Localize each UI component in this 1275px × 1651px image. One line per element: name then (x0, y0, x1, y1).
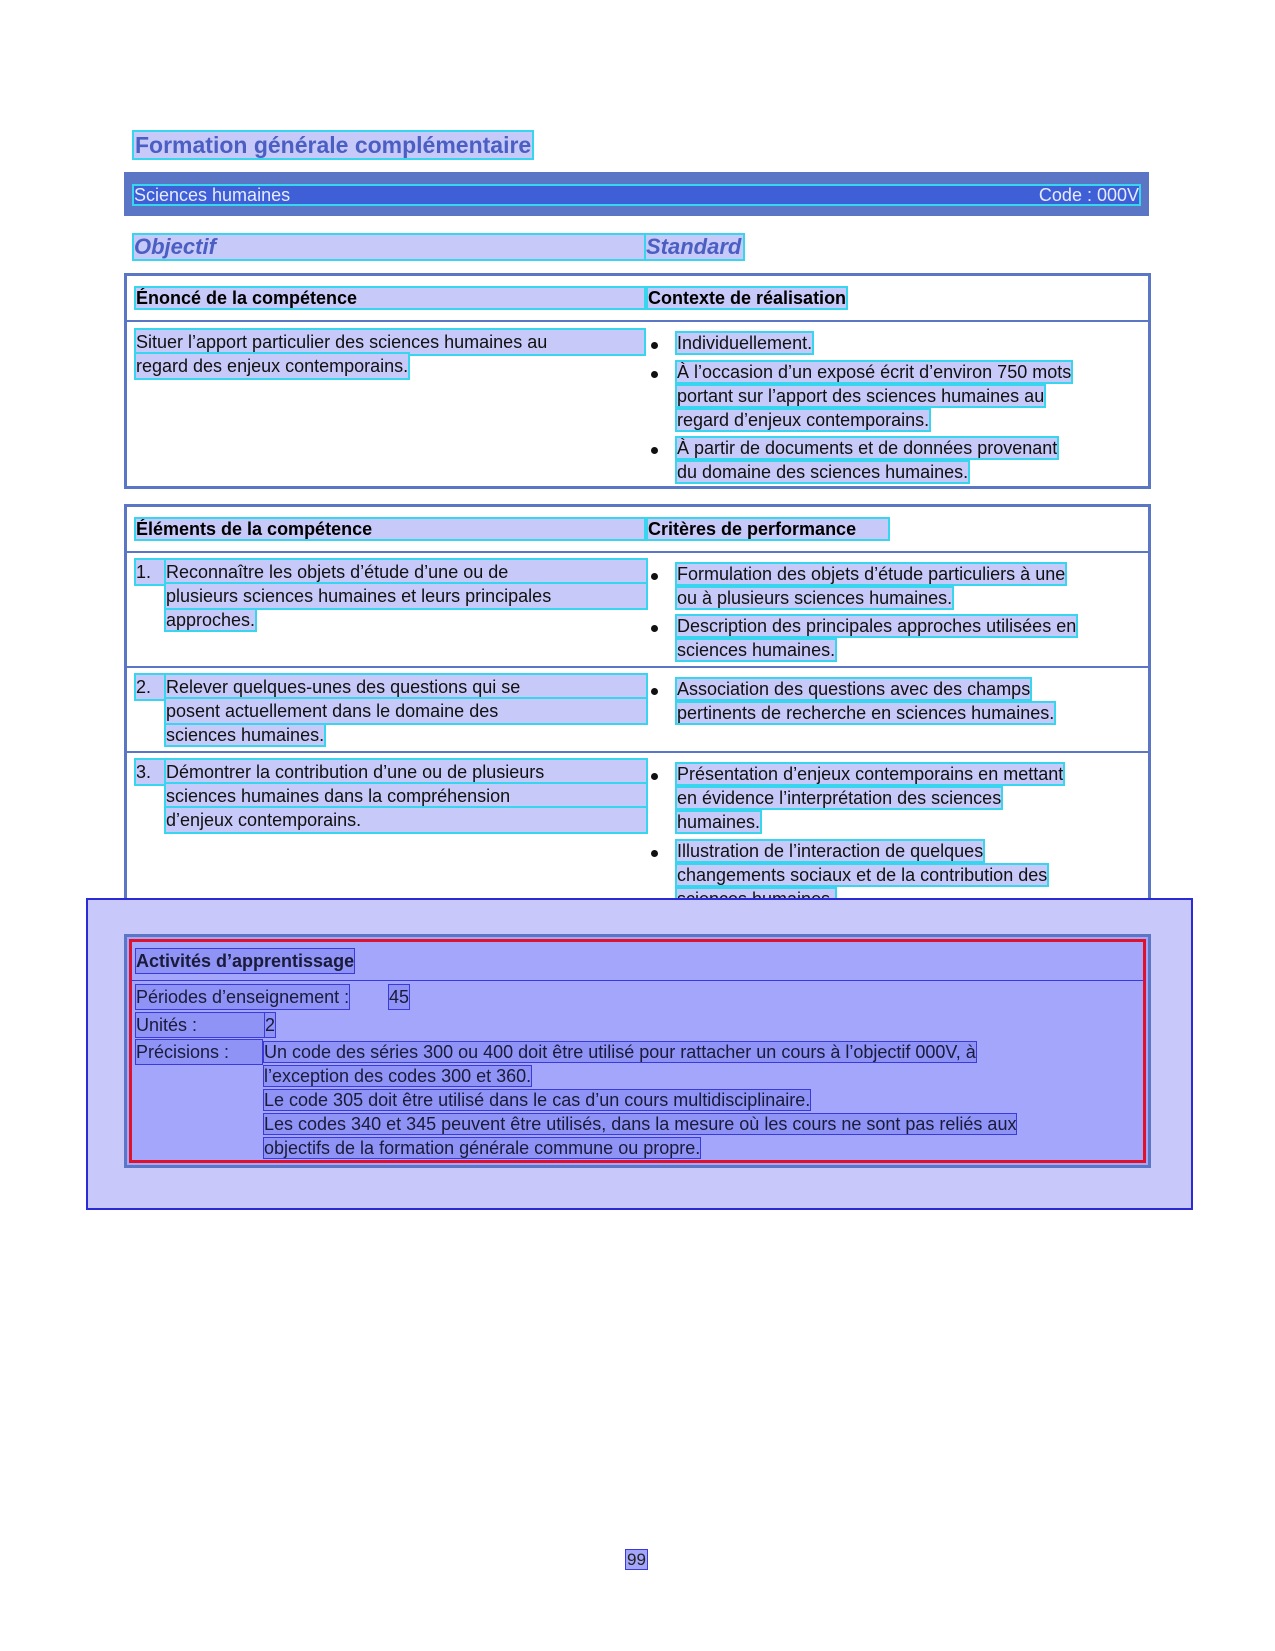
units-label: Unités : (136, 1013, 264, 1037)
competence-statement (136, 330, 644, 378)
criterion-line: humaines. (677, 812, 761, 832)
page-number (124, 1550, 1149, 1570)
criterion-item (677, 614, 1076, 662)
context-line: regard d’enjeux contemporains. (677, 410, 930, 430)
element-line: Démontrer la contribution d’une ou de plusieurs (166, 760, 646, 784)
bullet-icon (651, 688, 658, 695)
element-line: Relever quelques-unes des questions qui se (166, 675, 646, 699)
elements-table (124, 504, 1151, 922)
precisions-label: Précisions : (136, 1040, 262, 1064)
context-item (677, 360, 1071, 432)
element-number: 2. (136, 675, 164, 699)
bullet-icon (651, 342, 658, 349)
standard-heading: Standard (646, 234, 742, 259)
criterion-line: Description des principales approches utilisées en (677, 616, 1077, 636)
statement-header: Énoncé de la compétence (136, 288, 644, 308)
competence-header-row (127, 276, 1148, 320)
criterion-line: pertinents de recherche en sciences humaines. (677, 703, 1055, 723)
bullet-icon (651, 773, 658, 780)
element-line: approches. (166, 610, 256, 630)
precision-line: objectifs de la formation générale commune ou propre. (264, 1138, 701, 1158)
element-line: Reconnaître les objets d’étude d’une ou de (166, 560, 646, 584)
context-line: portant sur l’apport des sciences humaines au (677, 386, 1045, 406)
criterion-line: Présentation d’enjeux contemporains en mettant (677, 764, 1064, 784)
units-value: 2 (265, 1015, 276, 1035)
document-title: Formation générale complémentaire (135, 132, 532, 158)
bullet-icon (651, 371, 658, 378)
context-item (677, 436, 1057, 484)
statement-line: regard des enjeux contemporains. (136, 356, 409, 376)
element-line: sciences humaines. (166, 725, 325, 745)
bullet-icon (651, 573, 658, 580)
element-text (166, 560, 646, 632)
element-line: posent actuellement dans le domaine des (166, 699, 646, 723)
context-line: du domaine des sciences humaines. (677, 462, 969, 482)
precisions-text (264, 1040, 1124, 1160)
activities-table (124, 934, 1151, 1168)
element-text (166, 760, 646, 832)
element-number: 1. (136, 560, 164, 584)
precision-line: Les codes 340 et 345 peuvent être utilisés, dans la mesure où les cours ne sont pas reliés aux (264, 1114, 1017, 1134)
criterion-line: changements sociaux et de la contribution des (677, 865, 1048, 885)
context-line: À partir de documents et de données provenant (677, 438, 1058, 458)
element-text (166, 675, 646, 747)
course-code: Code : 000V (1038, 185, 1139, 205)
statement-line: Situer l’apport particulier des sciences humaines au (136, 330, 644, 354)
subject-name: Sciences humaines (134, 185, 291, 205)
bullet-icon (651, 625, 658, 632)
criteria-header: Critères de performance (648, 519, 888, 539)
bullet-icon (651, 850, 658, 857)
criterion-item (677, 677, 1054, 725)
context-line: À l’occasion d’un exposé écrit d’environ 750 mots (677, 362, 1072, 382)
competence-table (124, 273, 1151, 489)
precision-line: l’exception des codes 300 et 360. (264, 1066, 532, 1086)
precision-line: Un code des séries 300 ou 400 doit être utilisé pour rattacher un cours à l’objectif 000V, à (264, 1042, 976, 1062)
criterion-line: Illustration de l’interaction de quelques (677, 841, 984, 861)
objective-heading: Objectif (134, 235, 654, 259)
periods-value: 45 (389, 987, 410, 1007)
subject-bar (124, 172, 1149, 216)
criterion-item (677, 562, 1065, 610)
elements-row (127, 666, 1148, 751)
activities-divider (131, 980, 1144, 981)
elements-header-row (127, 507, 1148, 551)
criterion-item (677, 762, 1063, 834)
element-number: 3. (136, 760, 164, 784)
criterion-line: Formulation des objets d’étude particuliers à une (677, 564, 1066, 584)
periods-label: Périodes d’enseignement : (136, 987, 350, 1007)
criterion-line: en évidence l’interprétation des sciences (677, 788, 1002, 808)
competence-body-row (127, 320, 1148, 484)
criterion-line: Association des questions avec des champs (677, 679, 1031, 699)
context-line: Individuellement. (677, 333, 813, 353)
precision-line: Le code 305 doit être utilisé dans le cas d’un cours multidisciplinaire. (264, 1090, 811, 1110)
element-line: plusieurs sciences humaines et leurs principales (166, 584, 646, 608)
page-number-text: 99 (627, 1550, 646, 1569)
elements-row (127, 551, 1148, 666)
bullet-icon (651, 447, 658, 454)
criterion-line: ou à plusieurs sciences humaines. (677, 588, 953, 608)
elements-row (127, 751, 1148, 913)
activities-heading: Activités d’apprentissage (136, 951, 355, 971)
element-line: sciences humaines dans la compréhension (166, 784, 646, 808)
element-line: d’enjeux contemporains. (166, 808, 646, 832)
elements-header: Éléments de la compétence (136, 519, 644, 539)
context-item (677, 331, 812, 355)
criterion-line: sciences humaines. (677, 640, 836, 660)
context-header: Contexte de réalisation (648, 288, 847, 308)
